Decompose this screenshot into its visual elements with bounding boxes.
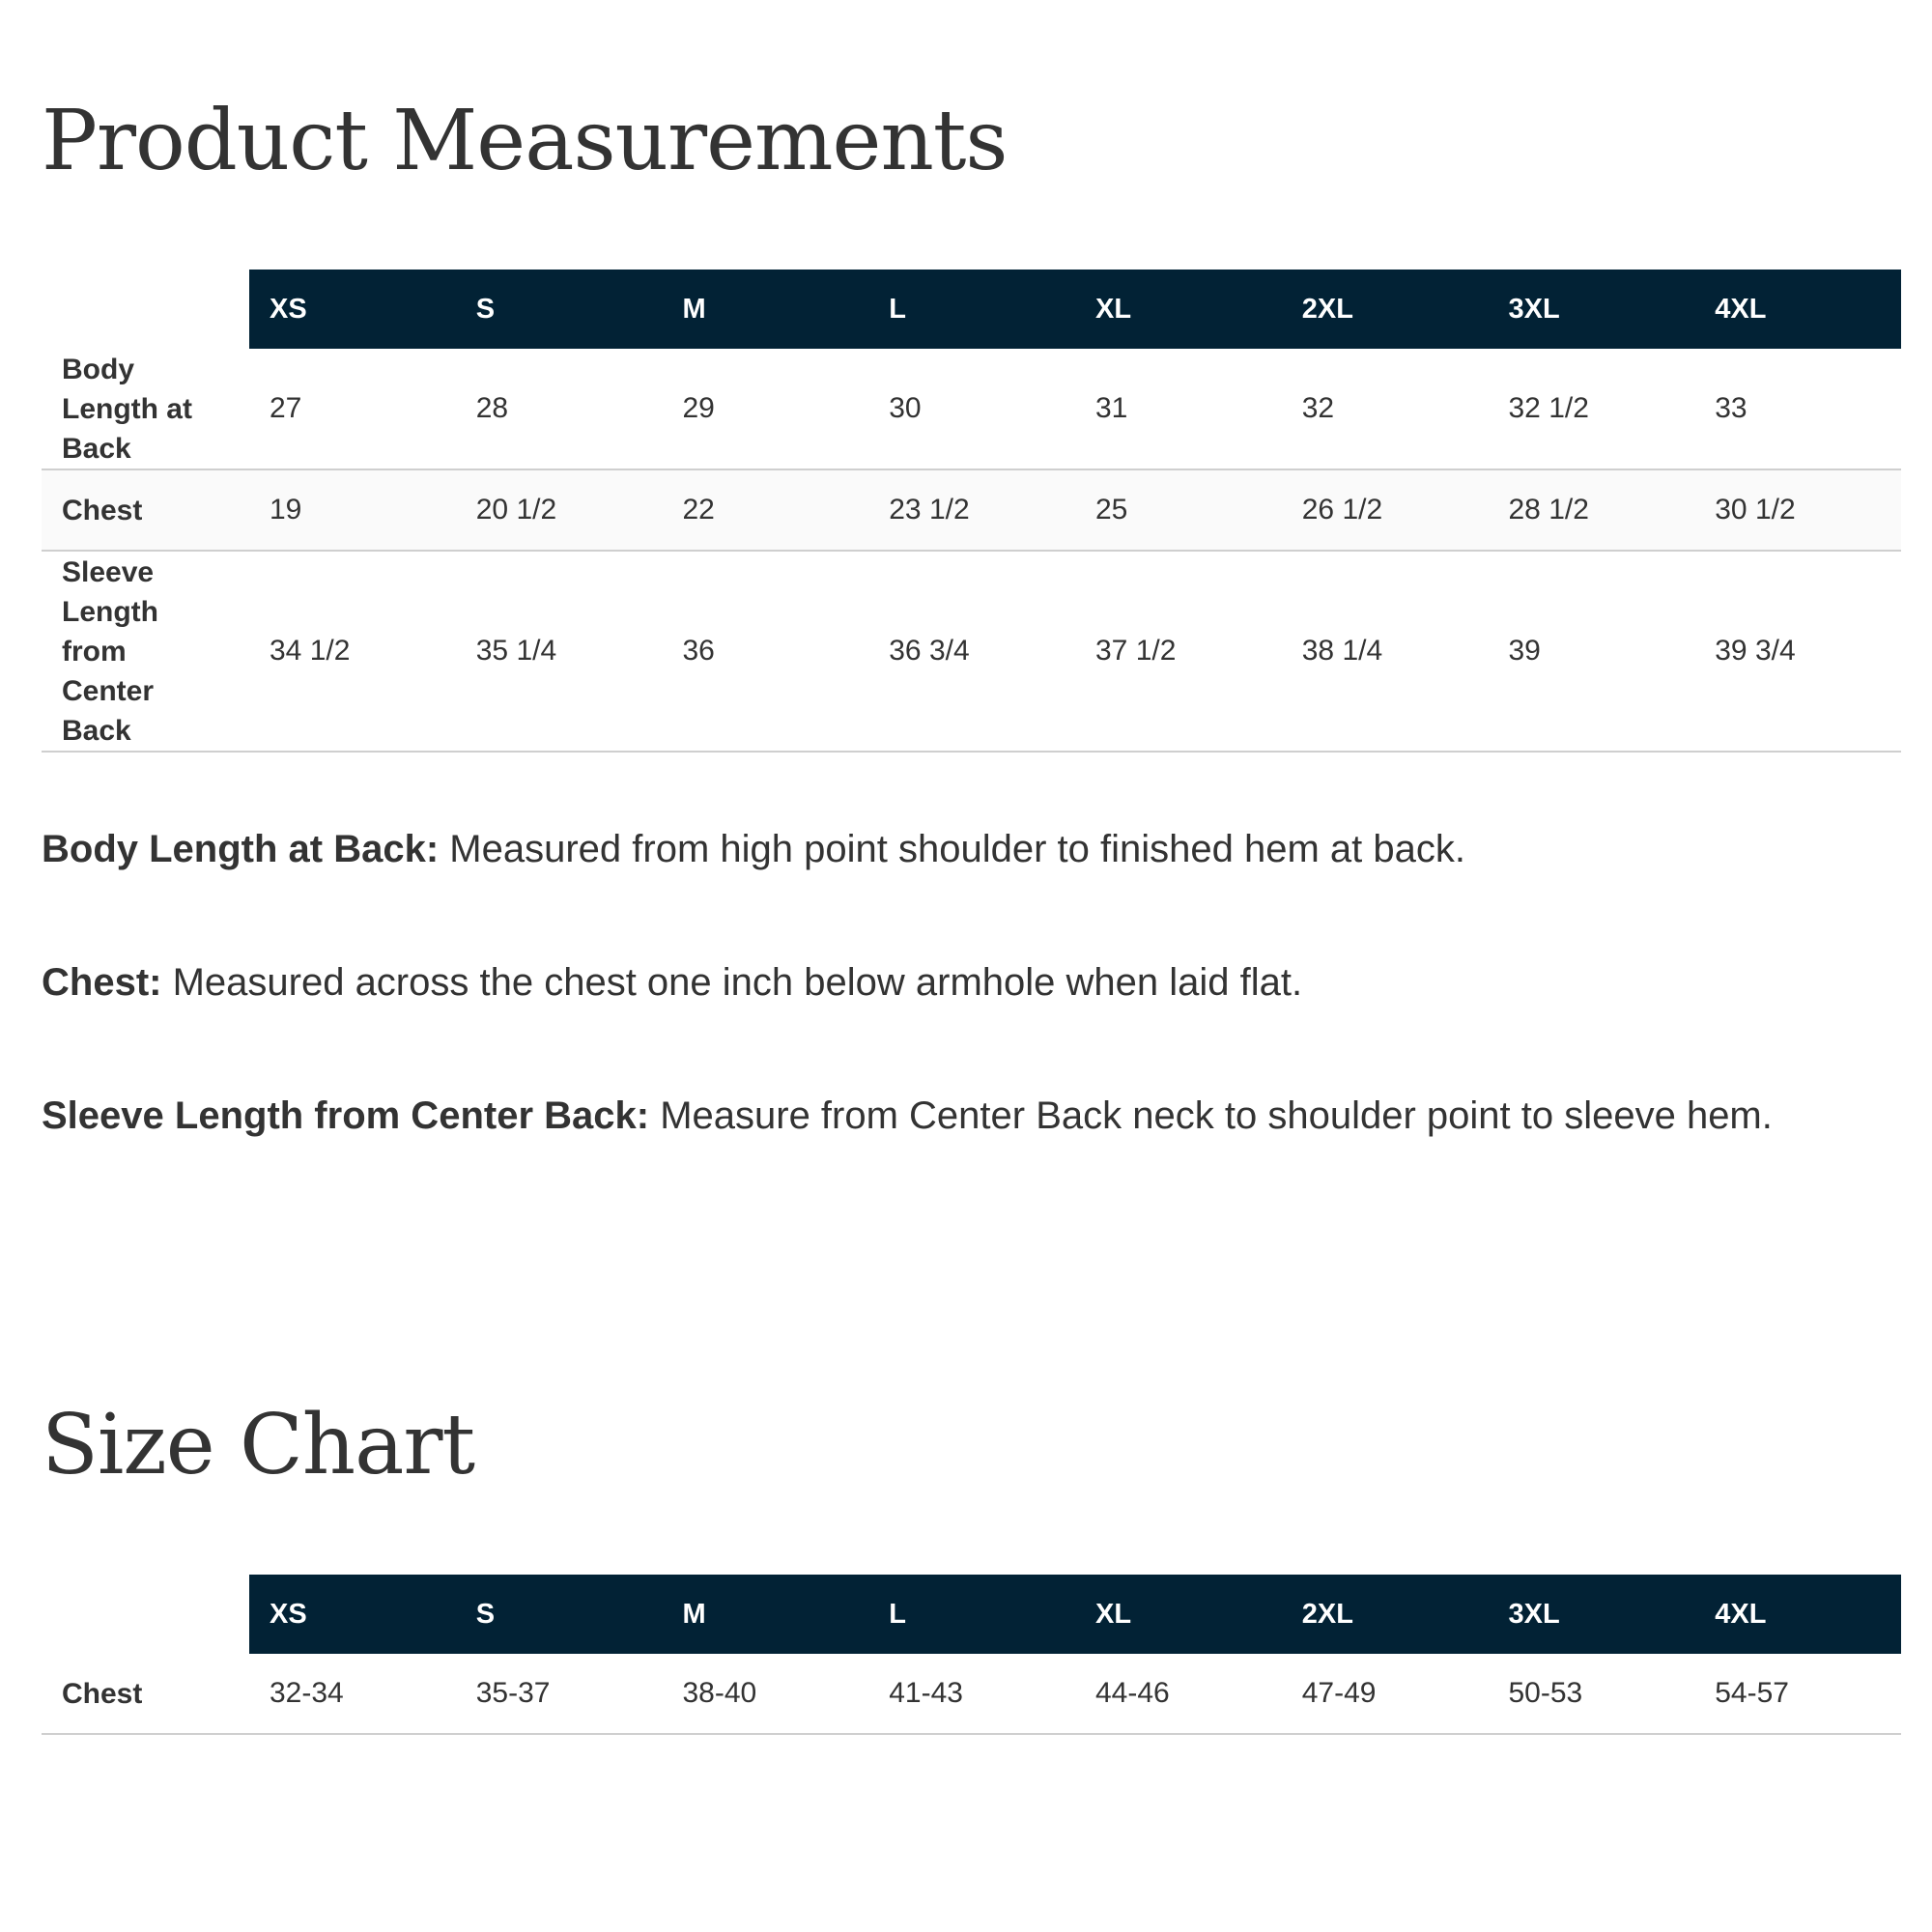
table-cell: 37 1/2 <box>1075 551 1282 752</box>
note-term: Chest: <box>42 961 162 1004</box>
table-cell: 39 <box>1489 551 1695 752</box>
note-sleeve-length <box>42 1086 1877 1146</box>
table-cell: 47-49 <box>1282 1654 1489 1734</box>
table-cell: 33 <box>1694 349 1901 469</box>
table-cell: 36 3/4 <box>868 551 1075 752</box>
size-chart-table <box>42 1575 1901 1735</box>
size-header-xl: XL <box>1075 270 1282 349</box>
table-cell: 54-57 <box>1694 1654 1901 1734</box>
table-cell: 50-53 <box>1489 1654 1695 1734</box>
table-header-row <box>42 270 1901 349</box>
row-label-chest: Chest <box>42 1654 249 1734</box>
table-cell: 35 1/4 <box>456 551 663 752</box>
note-body-length <box>42 819 1877 879</box>
table-row <box>42 1654 1901 1734</box>
size-header-xs: XS <box>249 270 456 349</box>
note-term: Body Length at Back: <box>42 828 440 870</box>
table-cell: 30 1/2 <box>1694 469 1901 551</box>
size-header-m: M <box>663 270 869 349</box>
table-cell: 36 <box>663 551 869 752</box>
table-cell: 41-43 <box>868 1654 1075 1734</box>
row-label-sleeve-length: Sleeve Length from Center Back <box>42 551 249 752</box>
size-header-4xl: 4XL <box>1694 1575 1901 1654</box>
size-header-xl: XL <box>1075 1575 1282 1654</box>
measurement-notes <box>42 819 1877 1219</box>
header-empty-cell <box>42 1575 249 1654</box>
table-cell: 28 <box>456 349 663 469</box>
size-header-s: S <box>456 270 663 349</box>
table-cell: 27 <box>249 349 456 469</box>
row-label-chest: Chest <box>42 469 249 551</box>
table-cell: 32 <box>1282 349 1489 469</box>
size-header-l: L <box>868 1575 1075 1654</box>
header-empty-cell <box>42 270 249 349</box>
table-cell: 39 3/4 <box>1694 551 1901 752</box>
size-header-3xl: 3XL <box>1489 270 1695 349</box>
size-header-3xl: 3XL <box>1489 1575 1695 1654</box>
table-row <box>42 349 1901 469</box>
table-cell: 32 1/2 <box>1489 349 1695 469</box>
size-header-m: M <box>663 1575 869 1654</box>
table-header-row <box>42 1575 1901 1654</box>
table-cell: 20 1/2 <box>456 469 663 551</box>
table-cell: 44-46 <box>1075 1654 1282 1734</box>
table-row <box>42 469 1901 551</box>
table-cell: 31 <box>1075 349 1282 469</box>
table-cell: 32-34 <box>249 1654 456 1734</box>
table-cell: 38 1/4 <box>1282 551 1489 752</box>
table-cell: 34 1/2 <box>249 551 456 752</box>
table-cell: 26 1/2 <box>1282 469 1489 551</box>
note-text: Measured across the chest one inch below armhole when laid flat. <box>172 961 1303 1004</box>
table-cell: 23 1/2 <box>868 469 1075 551</box>
table-cell: 28 1/2 <box>1489 469 1695 551</box>
size-header-xs: XS <box>249 1575 456 1654</box>
note-text: Measured from high point shoulder to finished hem at back. <box>449 828 1465 870</box>
table-cell: 19 <box>249 469 456 551</box>
size-header-2xl: 2XL <box>1282 1575 1489 1654</box>
note-term: Sleeve Length from Center Back: <box>42 1094 650 1137</box>
size-header-4xl: 4XL <box>1694 270 1901 349</box>
table-cell: 22 <box>663 469 869 551</box>
note-text: Measure from Center Back neck to shoulder point to sleeve hem. <box>660 1094 1773 1137</box>
product-measurements-table <box>42 270 1901 753</box>
size-header-l: L <box>868 270 1075 349</box>
table-row <box>42 551 1901 752</box>
size-chart-title: Size Chart <box>42 1397 475 1493</box>
table-cell: 30 <box>868 349 1075 469</box>
table-cell: 29 <box>663 349 869 469</box>
table-cell: 35-37 <box>456 1654 663 1734</box>
row-label-body-length: Body Length at Back <box>42 349 249 469</box>
size-header-2xl: 2XL <box>1282 270 1489 349</box>
table-cell: 38-40 <box>663 1654 869 1734</box>
note-chest <box>42 952 1877 1012</box>
product-measurements-title: Product Measurements <box>42 93 1008 189</box>
size-header-s: S <box>456 1575 663 1654</box>
table-cell: 25 <box>1075 469 1282 551</box>
